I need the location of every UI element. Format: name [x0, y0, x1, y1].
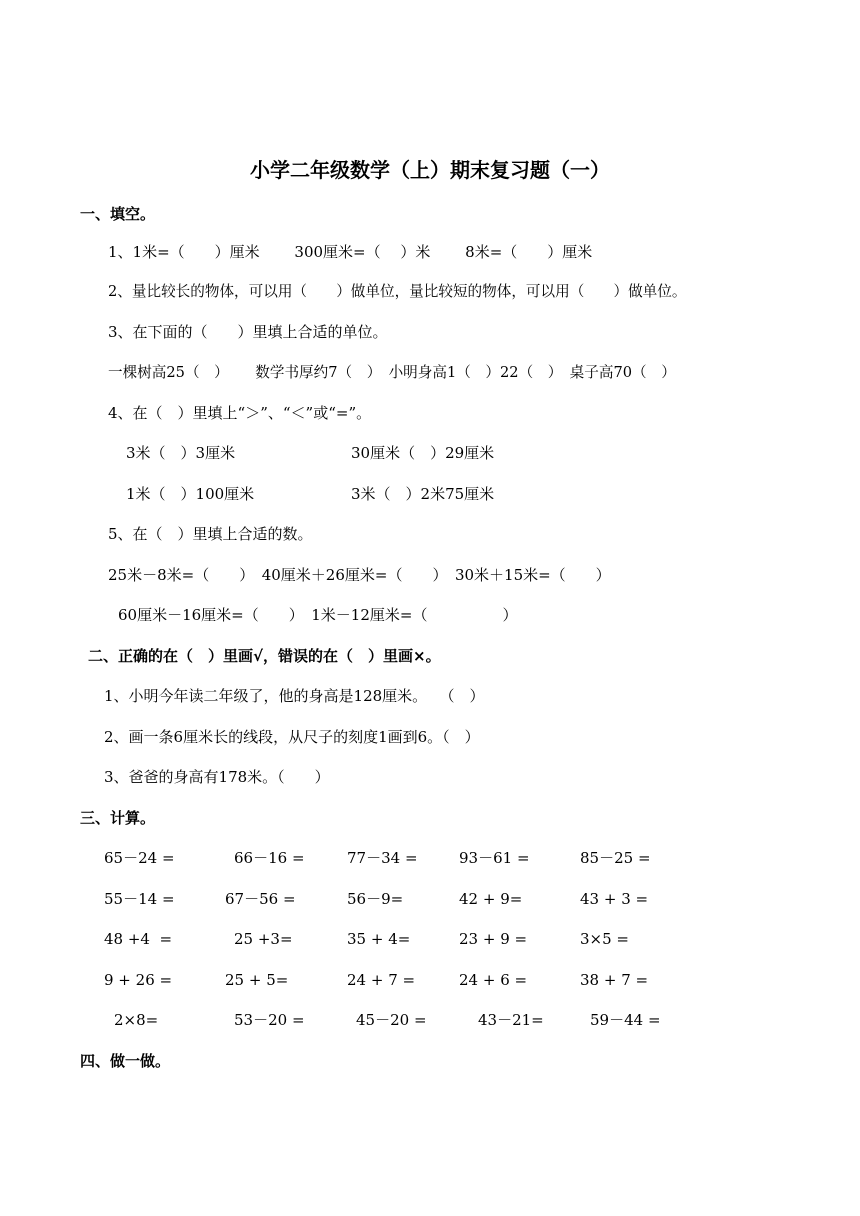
- calc-item: 23 + 9 =: [459, 930, 528, 948]
- section-1-heading: 一、填空。: [80, 205, 156, 223]
- s1-question-3-items: 一棵树高25（ ） 数学书厚约7（ ） 小明身高1（ ）22（ ） 桌子高70（ ）: [108, 364, 676, 381]
- s2-question-3: 3、爸爸的身高有178米。（ ）: [104, 768, 330, 786]
- calc-item: 38 + 7 =: [580, 971, 649, 989]
- calc-item: 24 + 7 =: [347, 971, 416, 989]
- calc-item: 25 +3=: [234, 930, 293, 948]
- calc-item: 65－24 =: [104, 849, 175, 867]
- s1-question-4: 4、在（ ）里填上“＞”、“＜”或“=”。: [108, 404, 372, 422]
- s1-question-3: 3、在下面的（ ）里填上合适的单位。: [108, 323, 388, 341]
- s1-question-1: 1、1米=（ ）厘米 300厘米=（ ）米 8米=（ ）厘米: [108, 243, 593, 261]
- calc-item: 48 +4 =: [104, 930, 173, 948]
- s1-q4-compare-b2: 3米（ ）2米75厘米: [351, 485, 495, 503]
- page-title: 小学二年级数学（上）期末复习题（一）: [250, 158, 610, 182]
- calc-item: 93－61 =: [459, 849, 530, 867]
- calc-item: 43－21=: [478, 1011, 544, 1029]
- calc-item: 56－9=: [347, 890, 404, 908]
- calc-item: 85－25 =: [580, 849, 651, 867]
- s1-question-2: 2、量比较长的物体，可以用（ ）做单位，量比较短的物体，可以用（ ）做单位。: [108, 283, 687, 300]
- s1-q5-row-1: 25米－8米=（ ） 40厘米＋26厘米=（ ） 30米＋15米=（ ）: [108, 566, 611, 584]
- s2-question-1: 1、小明今年读二年级了，他的身高是128厘米。 （ ）: [104, 687, 485, 705]
- calc-item: 9 + 26 =: [104, 971, 173, 989]
- s1-q4-compare-a1: 3米（ ）3厘米: [126, 444, 236, 462]
- calc-item: 53－20 =: [234, 1011, 305, 1029]
- calc-item: 42 + 9=: [459, 890, 523, 908]
- s1-q4-compare-a2: 30厘米（ ）29厘米: [351, 444, 495, 462]
- s1-q5-row-2: 60厘米－16厘米=（ ） 1米－12厘米=（ ）: [118, 606, 518, 624]
- section-2-heading: 二、正确的在（ ）里画√，错误的在（ ）里画×。: [88, 647, 441, 665]
- s1-question-5: 5、在（ ）里填上合适的数。: [108, 525, 313, 543]
- calc-item: 2×8=: [114, 1011, 159, 1029]
- calc-item: 45－20 =: [356, 1011, 427, 1029]
- s2-question-2: 2、画一条6厘米长的线段，从尺子的刻度1画到6。（ ）: [104, 728, 480, 746]
- calc-item: 77－34 =: [347, 849, 418, 867]
- calc-item: 35 + 4=: [347, 930, 411, 948]
- calc-item: 25 + 5=: [225, 971, 289, 989]
- calc-item: 24 + 6 =: [459, 971, 528, 989]
- calc-item: 59－44 =: [590, 1011, 661, 1029]
- calc-item: 55－14 =: [104, 890, 175, 908]
- calc-item: 66－16 =: [234, 849, 305, 867]
- calc-item: 67－56 =: [225, 890, 296, 908]
- section-4-heading: 四、做一做。: [80, 1052, 171, 1070]
- section-3-heading: 三、计算。: [80, 809, 156, 827]
- calc-item: 3×5 =: [580, 930, 629, 948]
- s1-q4-compare-b1: 1米（ ）100厘米: [126, 485, 255, 503]
- calc-item: 43 + 3 =: [580, 890, 649, 908]
